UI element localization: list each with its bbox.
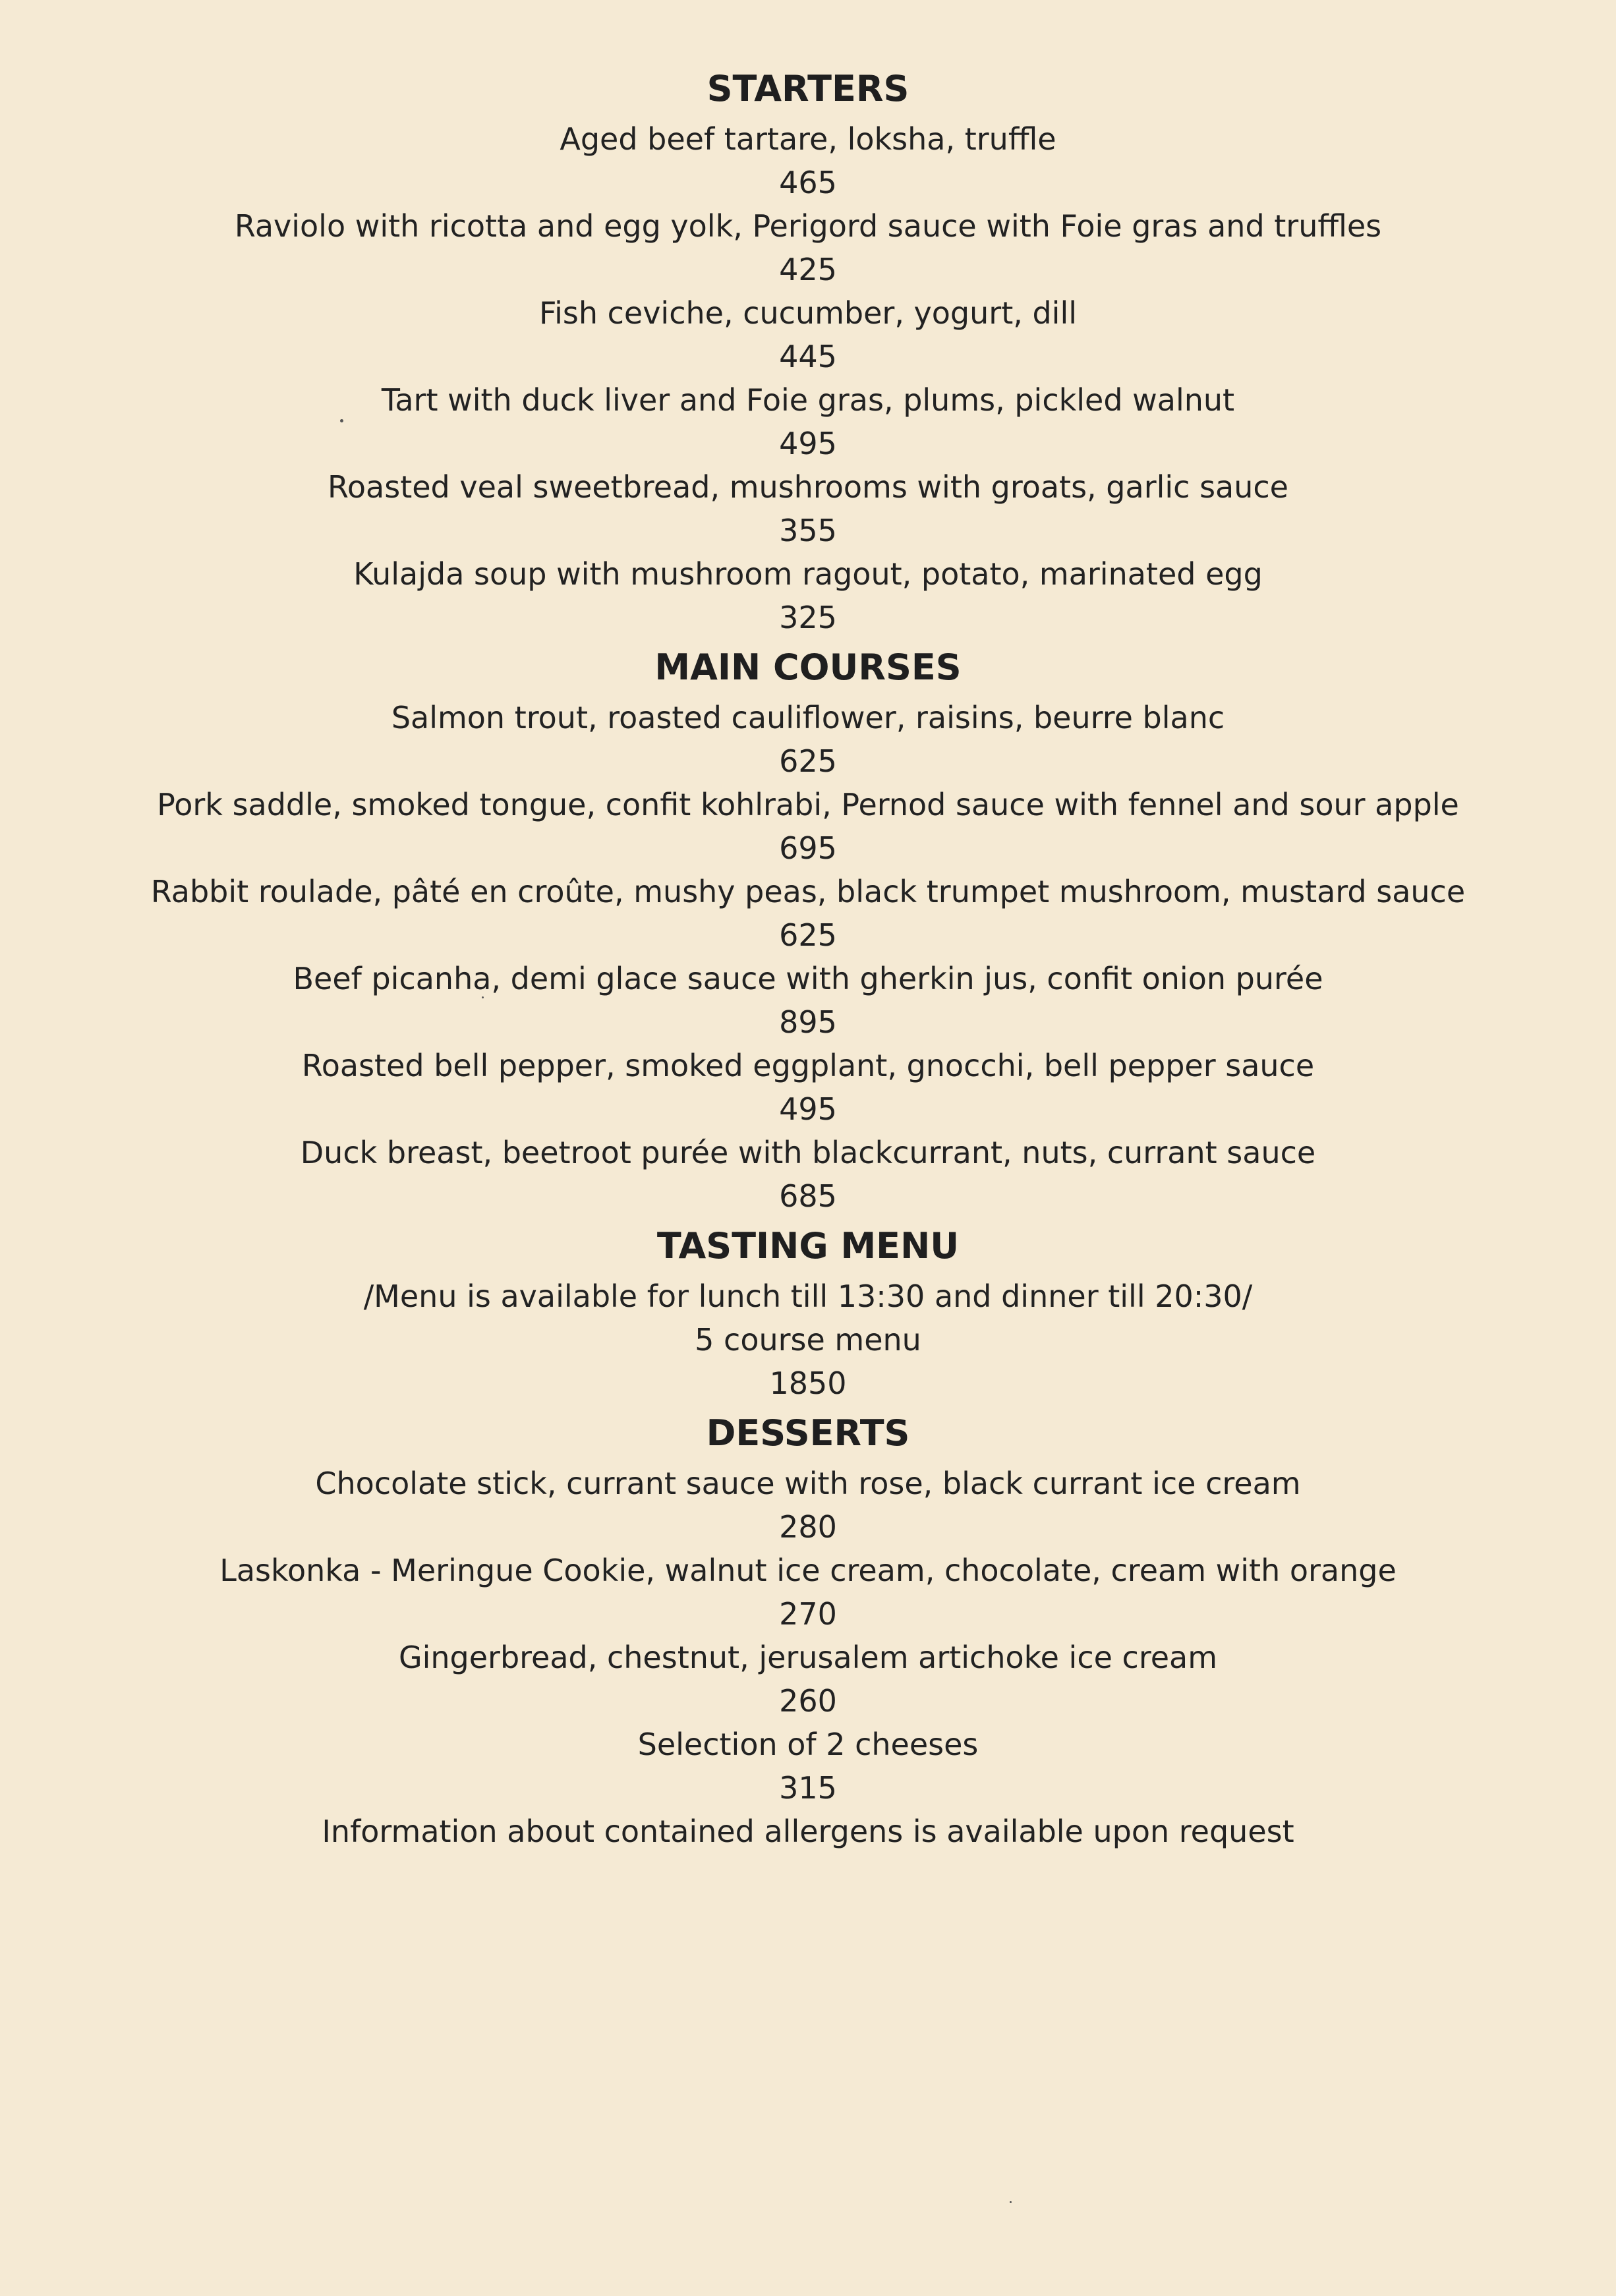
menu-item — [0, 783, 1616, 870]
main-courses-section — [0, 639, 1616, 1218]
tasting-menu-availability-note: /Menu is available for lunch till 13:30 and dinner till 20:30/ — [363, 1278, 1253, 1314]
dish-price: 280 — [779, 1509, 837, 1545]
starters-heading: STARTERS — [707, 68, 909, 109]
dish-name: Selection of 2 cheeses — [637, 1727, 979, 1762]
menu-item — [0, 957, 1616, 1044]
dish-price: 270 — [779, 1596, 837, 1632]
dish-price: 465 — [779, 165, 837, 200]
dish-price: 895 — [779, 1004, 837, 1040]
dish-price: 495 — [779, 1091, 837, 1127]
dish-name: Duck breast, beetroot purée with blackcurrant, nuts, currant sauce — [300, 1135, 1316, 1170]
menu-item — [0, 204, 1616, 291]
dish-name: Salmon trout, roasted cauliflower, raisins, beurre blanc — [391, 700, 1225, 735]
tasting-menu-heading: TASTING MENU — [656, 1225, 960, 1267]
menu — [0, 61, 1616, 1853]
dish-price: 315 — [779, 1770, 837, 1806]
dish-name: Fish ceviche, cucumber, yogurt, dill — [538, 295, 1078, 331]
dish-name: Laskonka - Meringue Cookie, walnut ice cream, chocolate, cream with orange — [219, 1553, 1397, 1588]
dish-price: 495 — [779, 426, 837, 461]
dish-price: 685 — [779, 1178, 837, 1214]
starters-section — [0, 61, 1616, 639]
menu-item — [0, 1462, 1616, 1549]
dish-price: 625 — [779, 917, 837, 953]
paper-speck — [340, 419, 343, 422]
tasting-menu-section — [0, 1218, 1616, 1405]
paper-speck — [1010, 2201, 1012, 2203]
dish-name: 5 course menu — [695, 1322, 921, 1358]
menu-item — [0, 465, 1616, 552]
dish-name: Chocolate stick, currant sauce with rose, black currant ice cream — [315, 1466, 1301, 1501]
dish-name: Gingerbread, chestnut, jerusalem artichoke ice cream — [398, 1640, 1218, 1675]
allergens-note: Information about contained allergens is available upon request — [322, 1814, 1294, 1849]
dish-name: Roasted veal sweetbread, mushrooms with groats, garlic sauce — [328, 469, 1288, 505]
dish-name: Raviolo with ricotta and egg yolk, Perigord sauce with Foie gras and truffles — [234, 208, 1382, 244]
main-courses-heading: MAIN COURSES — [654, 646, 962, 688]
menu-item — [0, 378, 1616, 465]
dish-price: 1850 — [769, 1365, 847, 1401]
dish-name: Beef picanha, demi glace sauce with gherkin jus, confit onion purée — [293, 961, 1323, 996]
dish-price: 695 — [779, 830, 837, 866]
paper-speck — [482, 996, 484, 998]
menu-item — [0, 552, 1616, 639]
desserts-section — [0, 1405, 1616, 1810]
dish-name: Rabbit roulade, pâté en croûte, mushy peas, black trumpet mushroom, mustard sauce — [150, 874, 1466, 909]
menu-item — [0, 870, 1616, 957]
dish-price: 445 — [779, 339, 837, 374]
dish-price: 425 — [779, 252, 837, 287]
desserts-heading: DESSERTS — [706, 1412, 910, 1454]
menu-item — [0, 1131, 1616, 1218]
dish-name: Aged beef tartare, loksha, truffle — [560, 121, 1056, 157]
dish-name: Tart with duck liver and Foie gras, plums, pickled walnut — [381, 382, 1235, 418]
menu-item — [0, 291, 1616, 378]
dish-price: 260 — [779, 1683, 837, 1719]
dish-price: 325 — [779, 600, 837, 635]
menu-item — [0, 696, 1616, 783]
dish-price: 355 — [779, 513, 837, 548]
menu-item — [0, 1636, 1616, 1723]
dish-name: Pork saddle, smoked tongue, confit kohlrabi, Pernod sauce with fennel and sour apple — [157, 787, 1459, 822]
menu-item — [0, 1549, 1616, 1636]
menu-item — [0, 117, 1616, 204]
menu-item — [0, 1723, 1616, 1810]
dish-price: 625 — [779, 743, 837, 779]
menu-item — [0, 1044, 1616, 1131]
dish-name: Roasted bell pepper, smoked eggplant, gnocchi, bell pepper sauce — [301, 1048, 1315, 1083]
dish-name: Kulajda soup with mushroom ragout, potato, marinated egg — [353, 556, 1263, 592]
